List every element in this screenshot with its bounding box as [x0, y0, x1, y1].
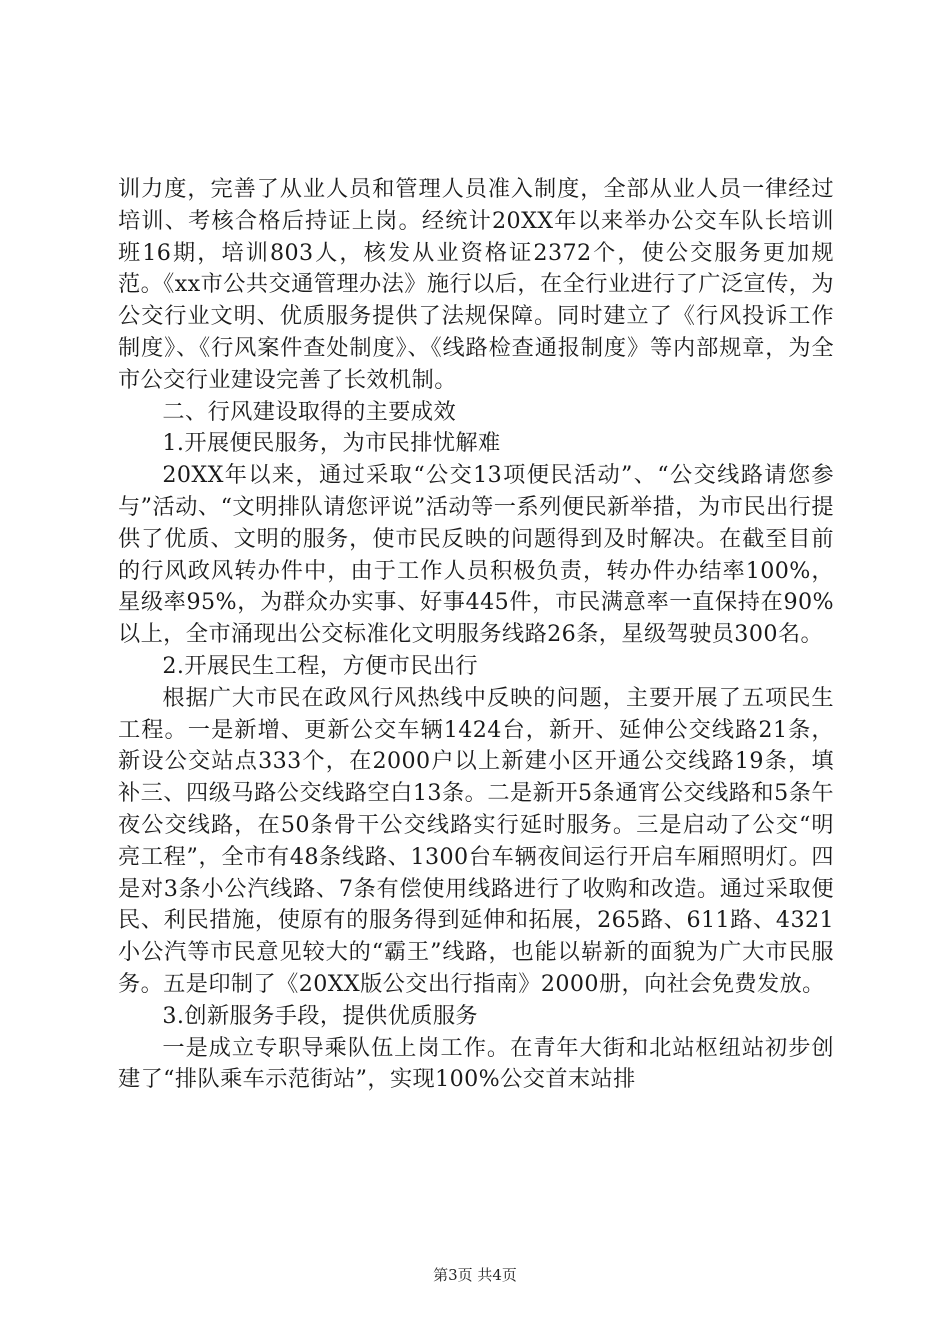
page-footer: 第3页 共4页: [433, 1266, 517, 1284]
paragraph: 一是成立专职导乘队伍上岗工作。在青年大街和北站枢纽站初步创建了“排队乘车示范街站”，实现100%公交首末站排: [118, 1034, 834, 1093]
subsection-heading: 2.开展民生工程，方便市民出行: [162, 652, 478, 679]
paragraph: 20XX年以来，通过采取“公交13项便民活动”、“公交线路请您参与”活动、“文明排队请您评说”活动等一系列便民新举措，为市民出行提供了优质、文明的服务，使市民反映的问题得到及时解决。在截至目前的行风政风转办件中，由于工作人员积极负责，转办件办结率100%，星级率95%，为群众办实事、好事445件，市民满意率一直保持在90%以上，全市涌现出公交标准化文明服务线路26条，星级驾驶员300名。: [118, 462, 834, 648]
section-heading: 二、行风建设取得的主要成效: [162, 398, 457, 425]
paragraph: 根据广大市民在政风行风热线中反映的问题，主要开展了五项民生工程。一是新增、更新公交车辆1424台，新开、延伸公交线路21条，新设公交站点333个，在2000户以上新建小区开通公交线路19条，填补三、四级马路公交线路空白13条。二是新开5条通宵公交线路和5条午夜公交线路，在50条骨干公交线路实行延时服务。三是启动了公交“明亮工程”，全市有48条线路、1300台车辆夜间运行开启车厢照明灯。四是对3条小公汽线路、7条有偿使用线路进行了收购和改造。通过采取便民、利民措施，使原有的服务得到延伸和拓展，265路、611路、4321小公汽等市民意见较大的“霸王”线路，也能以崭新的面貌为广大市民服务。五是印制了《20XX版公交出行指南》2000册，向社会免费发放。: [118, 684, 834, 997]
paragraph-continuation: 训力度，完善了从业人员和管理人员准入制度，全部从业人员一律经过培训、考核合格后持证上岗。经统计20XX年以来举办公交车队长培训班16期，培训803人，核发从业资格证2372个，使公交服务更加规范。《xx市公共交通管理办法》施行以后，在全行业进行了广泛宣传，为公交行业文明、优质服务提供了法规保障。同时建立了《行风投诉工作制度》、《行风案件查处制度》、《线路检查通报制度》等内部规章，为全市公交行业建设完善了长效机制。: [118, 176, 834, 393]
subsection-heading: 3.创新服务手段，提供优质服务: [162, 1002, 478, 1029]
document-body: [118, 174, 834, 1096]
subsection-heading: 1.开展便民服务，为市民排忧解难: [162, 430, 501, 457]
